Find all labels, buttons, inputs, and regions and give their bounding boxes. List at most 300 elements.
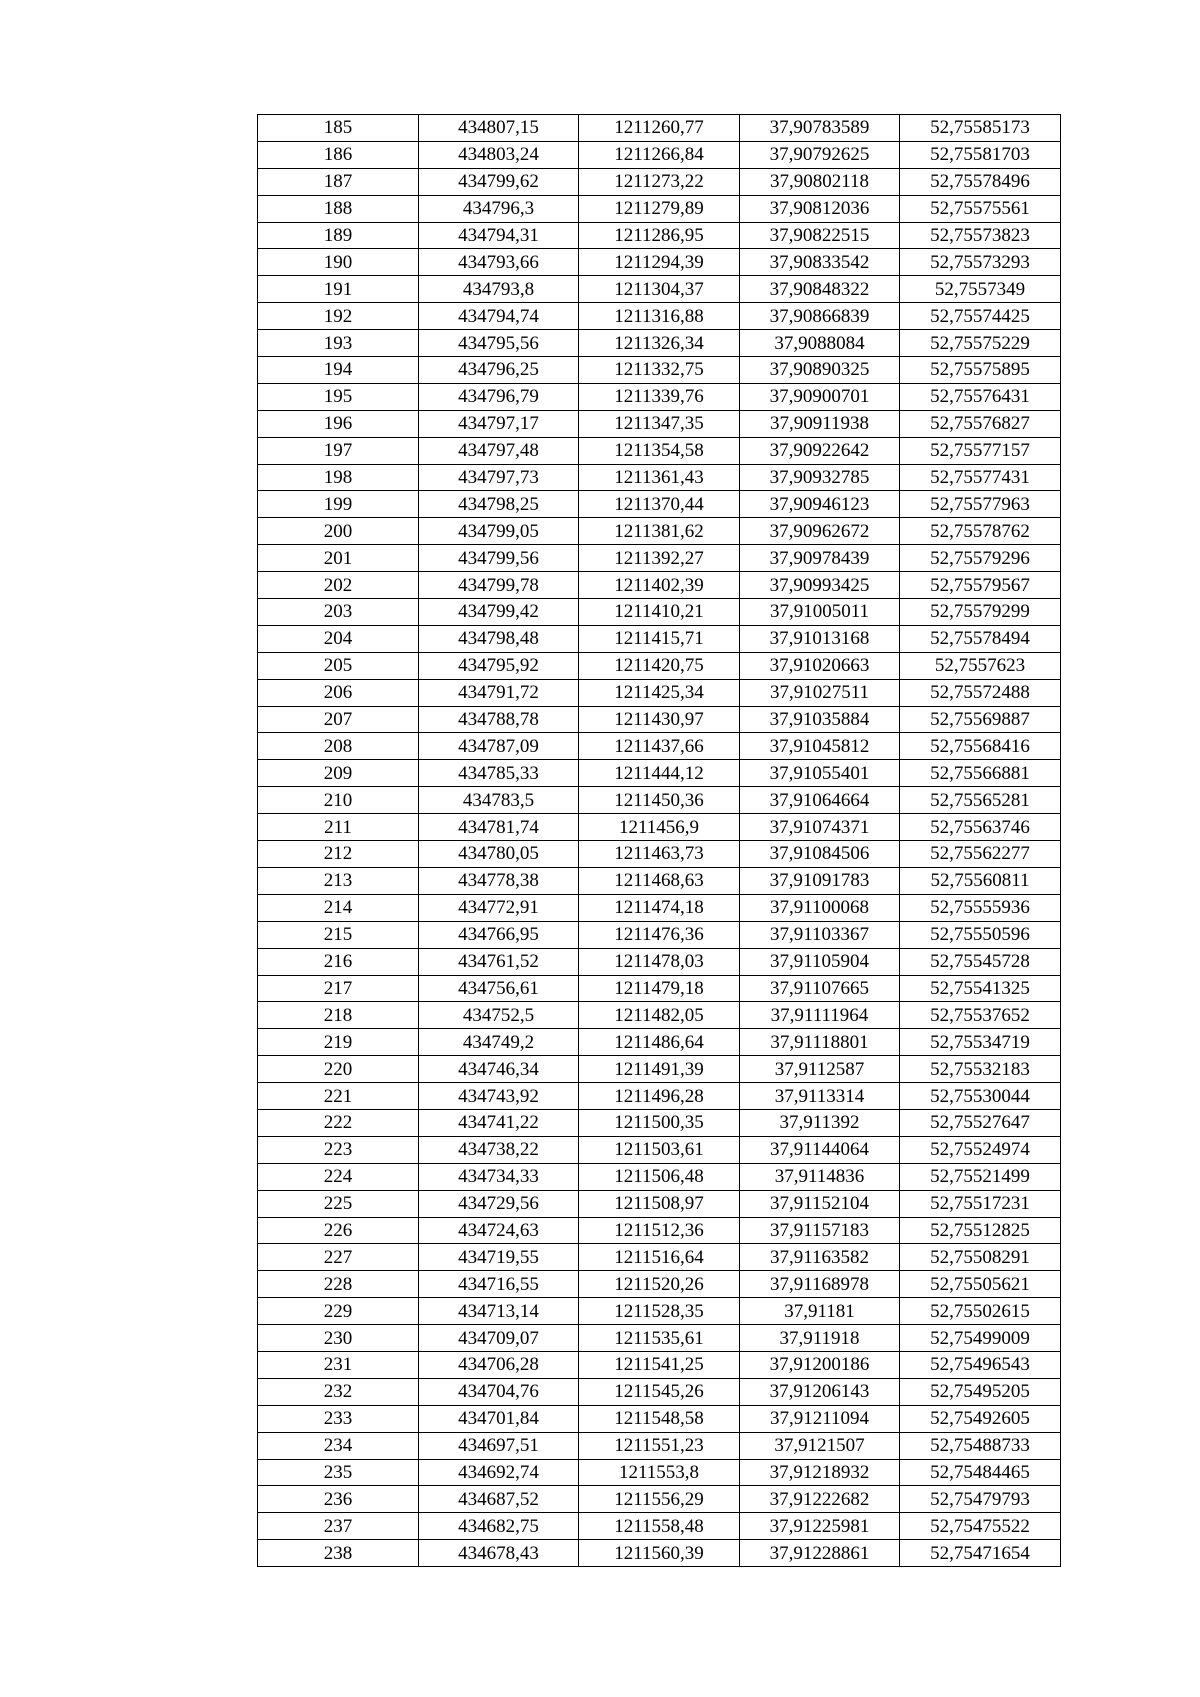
longitude-cell: 37,90866839: [740, 303, 900, 330]
x-coordinate-cell: 434778,38: [419, 867, 579, 894]
table-row: [258, 1486, 1061, 1513]
y-coordinate-cell: 1211553,8: [579, 1459, 740, 1486]
longitude-cell: 37,91200186: [740, 1351, 900, 1378]
latitude-cell: 52,75578496: [900, 168, 1061, 195]
point-number-cell: 230: [258, 1325, 419, 1352]
latitude-cell: 52,75579296: [900, 545, 1061, 572]
latitude-cell: 52,75573823: [900, 222, 1061, 249]
x-coordinate-cell: 434701,84: [419, 1405, 579, 1432]
x-coordinate-cell: 434799,56: [419, 545, 579, 572]
table-row: [258, 1136, 1061, 1163]
latitude-cell: 52,75568416: [900, 733, 1061, 760]
y-coordinate-cell: 1211332,75: [579, 357, 740, 384]
table-row: [258, 1244, 1061, 1271]
longitude-cell: 37,90932785: [740, 464, 900, 491]
x-coordinate-cell: 434799,62: [419, 168, 579, 195]
y-coordinate-cell: 1211260,77: [579, 115, 740, 142]
y-coordinate-cell: 1211503,61: [579, 1136, 740, 1163]
longitude-cell: 37,91225981: [740, 1513, 900, 1540]
y-coordinate-cell: 1211410,21: [579, 599, 740, 626]
latitude-cell: 52,75495205: [900, 1378, 1061, 1405]
point-number-cell: 238: [258, 1540, 419, 1567]
x-coordinate-cell: 434785,33: [419, 760, 579, 787]
longitude-cell: 37,911392: [740, 1109, 900, 1136]
x-coordinate-cell: 434799,42: [419, 599, 579, 626]
y-coordinate-cell: 1211450,36: [579, 787, 740, 814]
y-coordinate-cell: 1211392,27: [579, 545, 740, 572]
point-number-cell: 193: [258, 330, 419, 357]
latitude-cell: 52,75563746: [900, 814, 1061, 841]
table-row: [258, 599, 1061, 626]
latitude-cell: 52,75524974: [900, 1136, 1061, 1163]
longitude-cell: 37,91211094: [740, 1405, 900, 1432]
table-row: [258, 1298, 1061, 1325]
y-coordinate-cell: 1211476,36: [579, 921, 740, 948]
table-row: [258, 437, 1061, 464]
point-number-cell: 209: [258, 760, 419, 787]
longitude-cell: 37,90783589: [740, 115, 900, 142]
x-coordinate-cell: 434799,05: [419, 518, 579, 545]
x-coordinate-cell: 434706,28: [419, 1351, 579, 1378]
table-row: [258, 1056, 1061, 1083]
x-coordinate-cell: 434793,66: [419, 249, 579, 276]
point-number-cell: 195: [258, 383, 419, 410]
longitude-cell: 37,91157183: [740, 1217, 900, 1244]
y-coordinate-cell: 1211456,9: [579, 814, 740, 841]
y-coordinate-cell: 1211491,39: [579, 1056, 740, 1083]
point-number-cell: 189: [258, 222, 419, 249]
y-coordinate-cell: 1211516,64: [579, 1244, 740, 1271]
x-coordinate-cell: 434787,09: [419, 733, 579, 760]
x-coordinate-cell: 434697,51: [419, 1432, 579, 1459]
table-row: [258, 1432, 1061, 1459]
point-number-cell: 211: [258, 814, 419, 841]
table-row: [258, 330, 1061, 357]
point-number-cell: 191: [258, 276, 419, 303]
y-coordinate-cell: 1211479,18: [579, 975, 740, 1002]
point-number-cell: 236: [258, 1486, 419, 1513]
x-coordinate-cell: 434797,17: [419, 410, 579, 437]
table-row: [258, 464, 1061, 491]
latitude-cell: 52,75484465: [900, 1459, 1061, 1486]
latitude-cell: 52,75566881: [900, 760, 1061, 787]
table-row: [258, 1513, 1061, 1540]
x-coordinate-cell: 434761,52: [419, 948, 579, 975]
longitude-cell: 37,91105904: [740, 948, 900, 975]
table-row: [258, 518, 1061, 545]
y-coordinate-cell: 1211273,22: [579, 168, 740, 195]
x-coordinate-cell: 434798,48: [419, 625, 579, 652]
x-coordinate-cell: 434743,92: [419, 1083, 579, 1110]
table-row: [258, 733, 1061, 760]
table-row: [258, 787, 1061, 814]
x-coordinate-cell: 434796,25: [419, 357, 579, 384]
latitude-cell: 52,75527647: [900, 1109, 1061, 1136]
y-coordinate-cell: 1211339,76: [579, 383, 740, 410]
y-coordinate-cell: 1211347,35: [579, 410, 740, 437]
longitude-cell: 37,9114836: [740, 1163, 900, 1190]
latitude-cell: 52,75475522: [900, 1513, 1061, 1540]
point-number-cell: 212: [258, 841, 419, 868]
longitude-cell: 37,91005011: [740, 599, 900, 626]
longitude-cell: 37,91111964: [740, 1002, 900, 1029]
point-number-cell: 205: [258, 652, 419, 679]
longitude-cell: 37,91181: [740, 1298, 900, 1325]
point-number-cell: 224: [258, 1163, 419, 1190]
point-number-cell: 206: [258, 679, 419, 706]
y-coordinate-cell: 1211381,62: [579, 518, 740, 545]
point-number-cell: 192: [258, 303, 419, 330]
y-coordinate-cell: 1211415,71: [579, 625, 740, 652]
table-row: [258, 1190, 1061, 1217]
point-number-cell: 222: [258, 1109, 419, 1136]
y-coordinate-cell: 1211528,35: [579, 1298, 740, 1325]
longitude-cell: 37,90962672: [740, 518, 900, 545]
latitude-cell: 52,75562277: [900, 841, 1061, 868]
point-number-cell: 234: [258, 1432, 419, 1459]
latitude-cell: 52,75577431: [900, 464, 1061, 491]
point-number-cell: 200: [258, 518, 419, 545]
longitude-cell: 37,90900701: [740, 383, 900, 410]
latitude-cell: 52,75574425: [900, 303, 1061, 330]
longitude-cell: 37,90946123: [740, 491, 900, 518]
x-coordinate-cell: 434738,22: [419, 1136, 579, 1163]
table-row: [258, 975, 1061, 1002]
latitude-cell: 52,75579299: [900, 599, 1061, 626]
y-coordinate-cell: 1211420,75: [579, 652, 740, 679]
table-row: [258, 276, 1061, 303]
point-number-cell: 197: [258, 437, 419, 464]
longitude-cell: 37,90993425: [740, 572, 900, 599]
y-coordinate-cell: 1211560,39: [579, 1540, 740, 1567]
y-coordinate-cell: 1211478,03: [579, 948, 740, 975]
x-coordinate-cell: 434729,56: [419, 1190, 579, 1217]
x-coordinate-cell: 434797,48: [419, 437, 579, 464]
x-coordinate-cell: 434752,5: [419, 1002, 579, 1029]
point-number-cell: 207: [258, 706, 419, 733]
x-coordinate-cell: 434799,78: [419, 572, 579, 599]
point-number-cell: 226: [258, 1217, 419, 1244]
y-coordinate-cell: 1211361,43: [579, 464, 740, 491]
x-coordinate-cell: 434709,07: [419, 1325, 579, 1352]
latitude-cell: 52,75576827: [900, 410, 1061, 437]
y-coordinate-cell: 1211496,28: [579, 1083, 740, 1110]
longitude-cell: 37,91107665: [740, 975, 900, 1002]
point-number-cell: 190: [258, 249, 419, 276]
latitude-cell: 52,75496543: [900, 1351, 1061, 1378]
latitude-cell: 52,7557623: [900, 652, 1061, 679]
latitude-cell: 52,75471654: [900, 1540, 1061, 1567]
longitude-cell: 37,91013168: [740, 625, 900, 652]
x-coordinate-cell: 434807,15: [419, 115, 579, 142]
point-number-cell: 214: [258, 894, 419, 921]
table-row: [258, 572, 1061, 599]
y-coordinate-cell: 1211548,58: [579, 1405, 740, 1432]
longitude-cell: 37,90978439: [740, 545, 900, 572]
latitude-cell: 52,75505621: [900, 1271, 1061, 1298]
longitude-cell: 37,91091783: [740, 867, 900, 894]
y-coordinate-cell: 1211500,35: [579, 1109, 740, 1136]
latitude-cell: 52,75499009: [900, 1325, 1061, 1352]
point-number-cell: 217: [258, 975, 419, 1002]
x-coordinate-cell: 434791,72: [419, 679, 579, 706]
latitude-cell: 52,75530044: [900, 1083, 1061, 1110]
longitude-cell: 37,91074371: [740, 814, 900, 841]
latitude-cell: 52,75585173: [900, 115, 1061, 142]
x-coordinate-cell: 434716,55: [419, 1271, 579, 1298]
y-coordinate-cell: 1211430,97: [579, 706, 740, 733]
latitude-cell: 52,75575561: [900, 195, 1061, 222]
point-number-cell: 227: [258, 1244, 419, 1271]
x-coordinate-cell: 434794,74: [419, 303, 579, 330]
table-row: [258, 141, 1061, 168]
y-coordinate-cell: 1211506,48: [579, 1163, 740, 1190]
longitude-cell: 37,90890325: [740, 357, 900, 384]
y-coordinate-cell: 1211551,23: [579, 1432, 740, 1459]
x-coordinate-cell: 434678,43: [419, 1540, 579, 1567]
x-coordinate-cell: 434796,3: [419, 195, 579, 222]
longitude-cell: 37,91103367: [740, 921, 900, 948]
point-number-cell: 203: [258, 599, 419, 626]
x-coordinate-cell: 434795,56: [419, 330, 579, 357]
latitude-cell: 52,75512825: [900, 1217, 1061, 1244]
y-coordinate-cell: 1211508,97: [579, 1190, 740, 1217]
x-coordinate-cell: 434797,73: [419, 464, 579, 491]
point-number-cell: 213: [258, 867, 419, 894]
y-coordinate-cell: 1211266,84: [579, 141, 740, 168]
table-row: [258, 1217, 1061, 1244]
y-coordinate-cell: 1211370,44: [579, 491, 740, 518]
point-number-cell: 210: [258, 787, 419, 814]
table-row: [258, 1351, 1061, 1378]
latitude-cell: 52,75492605: [900, 1405, 1061, 1432]
latitude-cell: 52,75555936: [900, 894, 1061, 921]
x-coordinate-cell: 434704,76: [419, 1378, 579, 1405]
table-row: [258, 1540, 1061, 1567]
table-row: [258, 410, 1061, 437]
x-coordinate-cell: 434746,34: [419, 1056, 579, 1083]
table-row: [258, 168, 1061, 195]
point-number-cell: 202: [258, 572, 419, 599]
latitude-cell: 52,75576431: [900, 383, 1061, 410]
latitude-cell: 52,75541325: [900, 975, 1061, 1002]
x-coordinate-cell: 434780,05: [419, 841, 579, 868]
latitude-cell: 52,75572488: [900, 679, 1061, 706]
point-number-cell: 228: [258, 1271, 419, 1298]
longitude-cell: 37,91118801: [740, 1029, 900, 1056]
x-coordinate-cell: 434756,61: [419, 975, 579, 1002]
table-row: [258, 625, 1061, 652]
table-row: [258, 1002, 1061, 1029]
point-number-cell: 216: [258, 948, 419, 975]
point-number-cell: 201: [258, 545, 419, 572]
point-number-cell: 199: [258, 491, 419, 518]
y-coordinate-cell: 1211279,89: [579, 195, 740, 222]
table-row: [258, 867, 1061, 894]
table-row: [258, 357, 1061, 384]
latitude-cell: 52,75581703: [900, 141, 1061, 168]
point-number-cell: 237: [258, 1513, 419, 1540]
x-coordinate-cell: 434724,63: [419, 1217, 579, 1244]
table-row: [258, 679, 1061, 706]
latitude-cell: 52,75579567: [900, 572, 1061, 599]
x-coordinate-cell: 434741,22: [419, 1109, 579, 1136]
longitude-cell: 37,91144064: [740, 1136, 900, 1163]
y-coordinate-cell: 1211294,39: [579, 249, 740, 276]
x-coordinate-cell: 434692,74: [419, 1459, 579, 1486]
y-coordinate-cell: 1211535,61: [579, 1325, 740, 1352]
latitude-cell: 52,7557349: [900, 276, 1061, 303]
longitude-cell: 37,90812036: [740, 195, 900, 222]
y-coordinate-cell: 1211541,25: [579, 1351, 740, 1378]
x-coordinate-cell: 434803,24: [419, 141, 579, 168]
latitude-cell: 52,75575229: [900, 330, 1061, 357]
longitude-cell: 37,90833542: [740, 249, 900, 276]
latitude-cell: 52,75488733: [900, 1432, 1061, 1459]
longitude-cell: 37,90792625: [740, 141, 900, 168]
table-row: [258, 1405, 1061, 1432]
point-number-cell: 225: [258, 1190, 419, 1217]
y-coordinate-cell: 1211437,66: [579, 733, 740, 760]
point-number-cell: 223: [258, 1136, 419, 1163]
x-coordinate-cell: 434772,91: [419, 894, 579, 921]
latitude-cell: 52,75577157: [900, 437, 1061, 464]
longitude-cell: 37,91045812: [740, 733, 900, 760]
y-coordinate-cell: 1211463,73: [579, 841, 740, 868]
table-row: [258, 545, 1061, 572]
table-row: [258, 115, 1061, 142]
point-number-cell: 231: [258, 1351, 419, 1378]
longitude-cell: 37,90802118: [740, 168, 900, 195]
latitude-cell: 52,75577963: [900, 491, 1061, 518]
y-coordinate-cell: 1211286,95: [579, 222, 740, 249]
x-coordinate-cell: 434783,5: [419, 787, 579, 814]
longitude-cell: 37,91035884: [740, 706, 900, 733]
y-coordinate-cell: 1211425,34: [579, 679, 740, 706]
point-number-cell: 215: [258, 921, 419, 948]
point-number-cell: 198: [258, 464, 419, 491]
latitude-cell: 52,75545728: [900, 948, 1061, 975]
table-row: [258, 1271, 1061, 1298]
latitude-cell: 52,75565281: [900, 787, 1061, 814]
longitude-cell: 37,91152104: [740, 1190, 900, 1217]
longitude-cell: 37,91100068: [740, 894, 900, 921]
table-row: [258, 1459, 1061, 1486]
y-coordinate-cell: 1211482,05: [579, 1002, 740, 1029]
coordinates-table: [257, 114, 1061, 1567]
point-number-cell: 218: [258, 1002, 419, 1029]
y-coordinate-cell: 1211316,88: [579, 303, 740, 330]
point-number-cell: 188: [258, 195, 419, 222]
x-coordinate-cell: 434795,92: [419, 652, 579, 679]
y-coordinate-cell: 1211556,29: [579, 1486, 740, 1513]
point-number-cell: 185: [258, 115, 419, 142]
longitude-cell: 37,90922642: [740, 437, 900, 464]
x-coordinate-cell: 434793,8: [419, 276, 579, 303]
longitude-cell: 37,91020663: [740, 652, 900, 679]
y-coordinate-cell: 1211468,63: [579, 867, 740, 894]
latitude-cell: 52,75508291: [900, 1244, 1061, 1271]
x-coordinate-cell: 434682,75: [419, 1513, 579, 1540]
point-number-cell: 219: [258, 1029, 419, 1056]
table-row: [258, 222, 1061, 249]
x-coordinate-cell: 434766,95: [419, 921, 579, 948]
latitude-cell: 52,75479793: [900, 1486, 1061, 1513]
table-row: [258, 195, 1061, 222]
point-number-cell: 220: [258, 1056, 419, 1083]
table-row: [258, 1378, 1061, 1405]
y-coordinate-cell: 1211354,58: [579, 437, 740, 464]
y-coordinate-cell: 1211402,39: [579, 572, 740, 599]
table-row: [258, 948, 1061, 975]
latitude-cell: 52,75537652: [900, 1002, 1061, 1029]
longitude-cell: 37,9121507: [740, 1432, 900, 1459]
latitude-cell: 52,75575895: [900, 357, 1061, 384]
table-row: [258, 1109, 1061, 1136]
x-coordinate-cell: 434794,31: [419, 222, 579, 249]
longitude-cell: 37,91064664: [740, 787, 900, 814]
y-coordinate-cell: 1211520,26: [579, 1271, 740, 1298]
x-coordinate-cell: 434796,79: [419, 383, 579, 410]
latitude-cell: 52,75502615: [900, 1298, 1061, 1325]
table-row: [258, 921, 1061, 948]
table-row: [258, 1325, 1061, 1352]
point-number-cell: 221: [258, 1083, 419, 1110]
x-coordinate-cell: 434719,55: [419, 1244, 579, 1271]
table-row: [258, 760, 1061, 787]
table-row: [258, 1029, 1061, 1056]
point-number-cell: 186: [258, 141, 419, 168]
longitude-cell: 37,9088084: [740, 330, 900, 357]
table-row: [258, 249, 1061, 276]
point-number-cell: 235: [258, 1459, 419, 1486]
latitude-cell: 52,75521499: [900, 1163, 1061, 1190]
latitude-cell: 52,75569887: [900, 706, 1061, 733]
x-coordinate-cell: 434734,33: [419, 1163, 579, 1190]
longitude-cell: 37,90848322: [740, 276, 900, 303]
longitude-cell: 37,91027511: [740, 679, 900, 706]
y-coordinate-cell: 1211512,36: [579, 1217, 740, 1244]
longitude-cell: 37,9113314: [740, 1083, 900, 1110]
longitude-cell: 37,91168978: [740, 1271, 900, 1298]
y-coordinate-cell: 1211545,26: [579, 1378, 740, 1405]
table-row: [258, 303, 1061, 330]
x-coordinate-cell: 434798,25: [419, 491, 579, 518]
x-coordinate-cell: 434788,78: [419, 706, 579, 733]
latitude-cell: 52,75578762: [900, 518, 1061, 545]
table-row: [258, 706, 1061, 733]
point-number-cell: 204: [258, 625, 419, 652]
y-coordinate-cell: 1211558,48: [579, 1513, 740, 1540]
latitude-cell: 52,75578494: [900, 625, 1061, 652]
longitude-cell: 37,91218932: [740, 1459, 900, 1486]
longitude-cell: 37,9112587: [740, 1056, 900, 1083]
x-coordinate-cell: 434687,52: [419, 1486, 579, 1513]
latitude-cell: 52,75534719: [900, 1029, 1061, 1056]
table-row: [258, 814, 1061, 841]
longitude-cell: 37,90911938: [740, 410, 900, 437]
table-row: [258, 1083, 1061, 1110]
point-number-cell: 233: [258, 1405, 419, 1432]
table-row: [258, 652, 1061, 679]
latitude-cell: 52,75532183: [900, 1056, 1061, 1083]
point-number-cell: 194: [258, 357, 419, 384]
longitude-cell: 37,91222682: [740, 1486, 900, 1513]
y-coordinate-cell: 1211474,18: [579, 894, 740, 921]
table-row: [258, 1163, 1061, 1190]
point-number-cell: 187: [258, 168, 419, 195]
latitude-cell: 52,75560811: [900, 867, 1061, 894]
